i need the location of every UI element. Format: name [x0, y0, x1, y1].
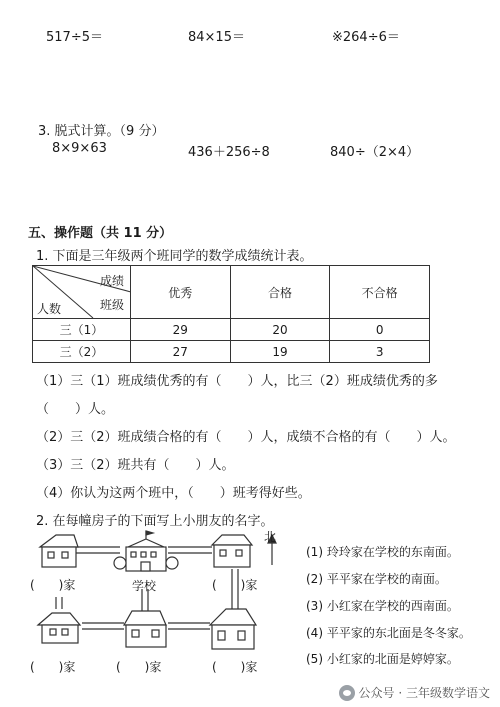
school-icon [114, 531, 178, 571]
table-row [33, 319, 430, 341]
house-bottom-middle-icon [124, 611, 166, 647]
header-excellent: 优秀 [130, 266, 230, 319]
school-label: 学校 [132, 579, 157, 593]
calc-item-1: 517÷5＝ [46, 30, 103, 45]
cell-value: 27 [130, 341, 230, 363]
calc-item-2: 84×15＝ [188, 30, 245, 45]
row-label: 三（2） [33, 341, 131, 363]
house-bottom-right-icon [210, 609, 256, 649]
calc-item-3: ※264÷6＝ [332, 30, 400, 45]
section5-title: 五、操作题（共 11 分） [28, 226, 173, 241]
house-map [0, 525, 300, 705]
q2-title: 2. 在每幢房子的下面写上小朋友的名字。 [36, 514, 274, 529]
table-corner-cell [33, 266, 131, 319]
cell-value: 0 [330, 319, 430, 341]
blank-house-top-left[interactable]: ( )家 [30, 578, 76, 592]
cell-value: 29 [130, 319, 230, 341]
corner-label-count: 人数 [37, 302, 62, 316]
q2-clue-3: (3) 小红家在学校的西南面。 [306, 599, 459, 613]
q1-line-4: （3）三（2）班共有（ ）人。 [36, 458, 235, 473]
q2-clue-4: (4) 平平家的东北面是冬冬家。 [306, 626, 471, 640]
watermark-text: 公众号 · 三年级数学语文 [358, 686, 490, 700]
blank-house-bottom-middle[interactable]: ( )家 [116, 660, 162, 674]
q2-clue-2: (2) 平平家在学校的南面。 [306, 572, 447, 586]
blank-house-bottom-right[interactable]: ( )家 [212, 660, 258, 674]
section3-item-1: 8×9×63 [52, 141, 107, 156]
corner-label-score: 成绩 [99, 274, 124, 288]
wechat-icon [339, 685, 355, 701]
q1-line-2: （ ）人。 [36, 402, 115, 417]
blank-house-bottom-left[interactable]: ( )家 [30, 660, 76, 674]
house-top-left-icon [40, 535, 78, 567]
house-top-right-icon [212, 535, 252, 567]
score-table [32, 265, 430, 363]
watermark [339, 684, 490, 701]
header-pass: 合格 [230, 266, 330, 319]
corner-label-class: 班级 [99, 298, 124, 312]
section3-title: 3. 脱式计算。（9 分） [38, 124, 165, 139]
section3-item-2: 436＋256÷8 [188, 145, 270, 160]
table-row [33, 341, 430, 363]
q1-title: 1. 下面是三年级两个班同学的数学成绩统计表。 [36, 249, 313, 264]
row-label: 三（1） [33, 319, 131, 341]
header-fail: 不合格 [330, 266, 430, 319]
section3-item-3: 840÷（2×4） [330, 145, 420, 160]
north-label: 北 [264, 530, 277, 544]
cell-value: 19 [230, 341, 330, 363]
cell-value: 3 [330, 341, 430, 363]
q1-line-5: （4）你认为这两个班中，（ ）班考得好些。 [36, 486, 311, 501]
house-bottom-left-icon [38, 613, 80, 643]
q1-line-1: （1）三（1）班成绩优秀的有（ ）人，比三（2）班成绩优秀的多 [36, 374, 438, 389]
q2-clue-5: (5) 小红家的北面是婷婷家。 [306, 652, 459, 666]
q1-line-3: （2）三（2）班成绩合格的有（ ）人，成绩不合格的有（ ）人。 [36, 430, 456, 445]
cell-value: 20 [230, 319, 330, 341]
blank-house-top-right[interactable]: ( )家 [212, 578, 258, 592]
q2-clue-1: (1) 玲玲家在学校的东南面。 [306, 545, 459, 559]
